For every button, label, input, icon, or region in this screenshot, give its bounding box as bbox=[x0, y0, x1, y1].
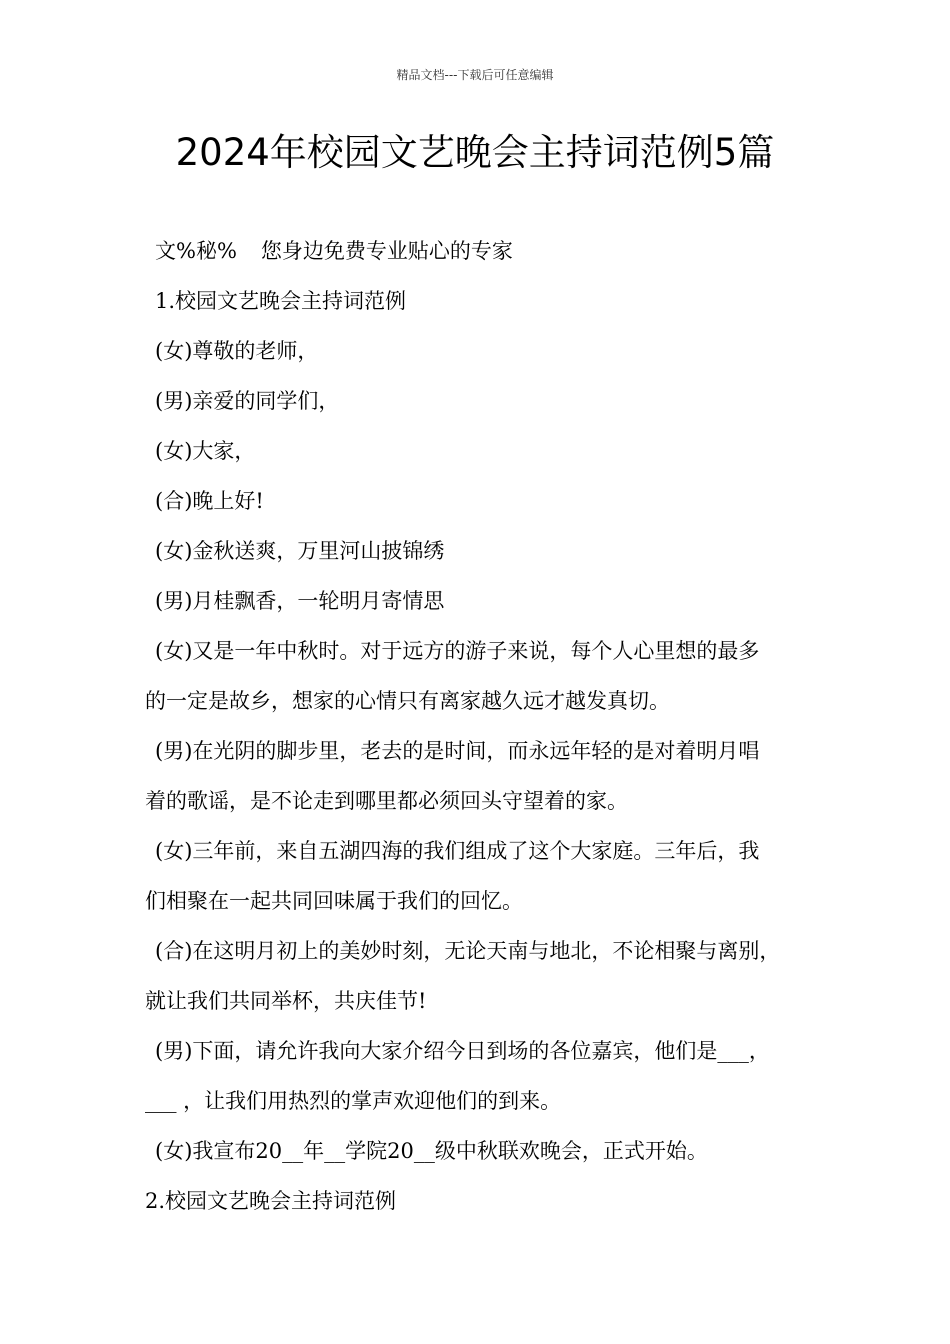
paragraph-line: (女)尊敬的老师， bbox=[155, 339, 319, 363]
paragraph-line-continued: ___ ，让我们用热烈的掌声欢迎他们的到来。 bbox=[145, 1089, 562, 1113]
paragraph-line: (女)又是一年中秋时。对于远方的游子来说，每个人心里想的最多 bbox=[155, 639, 760, 663]
header-note: 精品文档---下载后可任意编辑 bbox=[396, 68, 554, 82]
paragraph-line: (合)在这明月初上的美妙时刻，无论天南与地北，不论相聚与离别， bbox=[155, 939, 781, 963]
paragraph-line: (合)晚上好! bbox=[155, 489, 264, 513]
tagline-slogan: 您身边免费专业贴心的专家 bbox=[260, 239, 513, 263]
paragraph-line: (男)在光阴的脚步里，老去的是时间，而永远年轻的是对着明月唱 bbox=[155, 739, 760, 763]
paragraph-line: (女)我宣布20__年__学院20__级中秋联欢晚会，正式开始。 bbox=[155, 1139, 708, 1163]
paragraph-line: (女)三年前，来自五湖四海的我们组成了这个大家庭。三年后，我 bbox=[155, 839, 760, 863]
paragraph-line: (男)亲爱的同学们， bbox=[155, 389, 340, 413]
paragraph-line: (男)月桂飘香，一轮明月寄情思 bbox=[155, 589, 445, 613]
section-heading-2: 2.校园文艺晚会主持词范例 bbox=[145, 1189, 397, 1213]
tagline-brand: 文%秘% bbox=[155, 239, 237, 263]
page-title: 2024年校园文艺晚会主持词范例5篇 bbox=[175, 131, 775, 174]
paragraph-line: (女)大家， bbox=[155, 439, 256, 463]
paragraph-line-continued: 着的歌谣，是不论走到哪里都必须回头守望着的家。 bbox=[145, 789, 628, 813]
paragraph-line-continued: 们相聚在一起共同回味属于我们的回忆。 bbox=[145, 889, 523, 913]
tagline bbox=[145, 226, 825, 276]
paragraph-line: (女)金秋送爽，万里河山披锦绣 bbox=[155, 539, 445, 563]
section-heading-1: 1.校园文艺晚会主持词范例 bbox=[155, 289, 407, 313]
document-body bbox=[145, 226, 825, 1226]
paragraph-line-continued: 就让我们共同举杯，共庆佳节! bbox=[145, 989, 427, 1013]
paragraph-line: (男)下面，请允许我向大家介绍今日到场的各位嘉宾，他们是___， bbox=[155, 1039, 770, 1063]
paragraph-line-continued: 的一定是故乡，想家的心情只有离家越久远才越发真切。 bbox=[145, 689, 670, 713]
